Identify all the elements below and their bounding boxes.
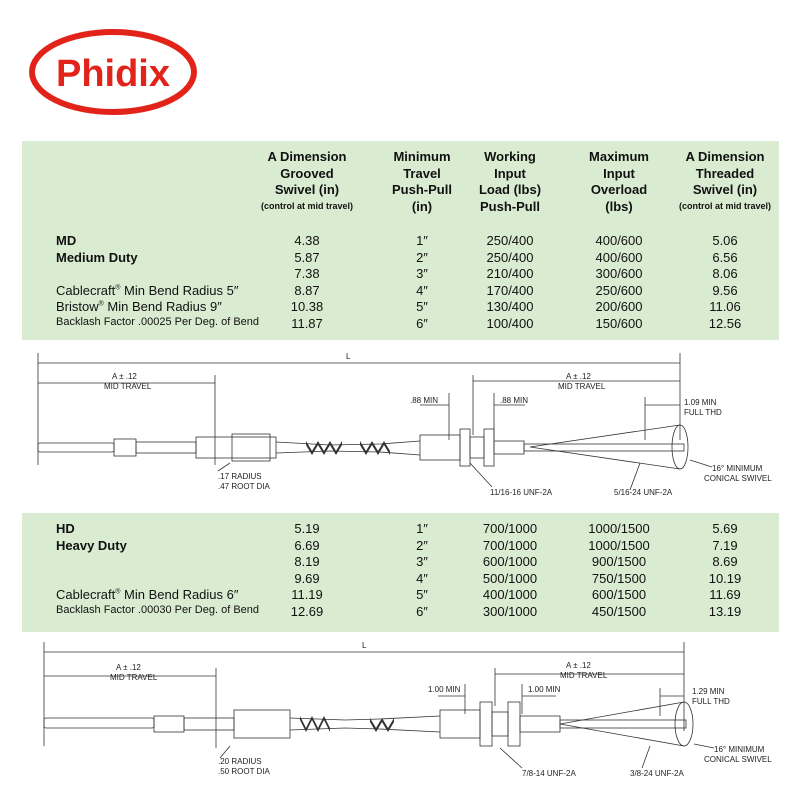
hd-table-cell: 11.19 [291, 587, 323, 602]
md-table-cell: 300/600 [595, 266, 643, 281]
hd-table-cell: 1″ [416, 521, 428, 536]
md-table-cell: 6″ [416, 315, 428, 331]
hd-table-cell: 7.19 [712, 537, 738, 553]
md-table-cell: 11.06 [709, 299, 741, 314]
md-thread-2: 5/16-24 UNF-2A [614, 488, 673, 497]
md-table-cell: 170/400 [486, 282, 534, 298]
md-root-dia: .47 ROOT DIA [218, 482, 270, 491]
hd-min-right: 1.00 MIN [528, 685, 561, 694]
hd-table-cell: 700/1000 [482, 537, 538, 553]
hd-a-right: A ± .12 [566, 661, 591, 670]
md-table-cell: 400/600 [595, 249, 643, 265]
md-thread-1: 11/16-16 UNF-2A [490, 488, 553, 497]
md-a-left: A ± .12 [112, 372, 137, 381]
hd-radius: .20 RADIUS [218, 757, 262, 766]
hd-table-cell: 9.69 [294, 570, 320, 586]
hd-min-left: 1.00 MIN [428, 685, 461, 694]
hd-table-cell: 4″ [416, 570, 428, 586]
hd-table-cell: 400/1000 [482, 587, 538, 602]
md-mid-right: MID TRAVEL [558, 382, 606, 391]
hd-table-cell: 10.19 [708, 570, 742, 586]
hd-spec-table [22, 513, 779, 632]
md-row-label: Cablecraft® Min Bend Radius 5″ [56, 282, 239, 298]
registered-mark: ® [115, 588, 121, 596]
hd-table-cell: 750/1500 [591, 570, 647, 586]
hd-table-cell: 2″ [416, 537, 428, 553]
md-table-cell: 8.06 [712, 266, 738, 281]
registered-mark: ® [98, 300, 104, 308]
hd-thread-1: 7/8-14 UNF-2A [522, 769, 576, 778]
md-table-cell: 400/600 [595, 233, 643, 248]
hd-table-cell: 450/1500 [591, 603, 647, 619]
hd-table-cell: 600/1000 [482, 554, 538, 569]
md-table-cell: 9.56 [712, 282, 738, 298]
md-table-cell: 100/400 [486, 315, 534, 331]
hd-thd-full: FULL THD [692, 697, 730, 706]
hd-thd-length: 1.29 MIN [692, 687, 725, 696]
md-table-cell: 250/600 [595, 282, 643, 298]
md-row-label: MD [56, 233, 77, 248]
md-table-cell: 7.38 [294, 266, 320, 281]
hd-row-label: Cablecraft® Min Bend Radius 6″ [56, 587, 239, 602]
hd-table-cell: 300/1000 [482, 603, 538, 619]
md-table-cell: 5″ [416, 299, 428, 314]
md-table-cell: 11.87 [291, 315, 323, 331]
md-table-cell: 10.38 [290, 299, 324, 314]
md-table-cell: 5.06 [712, 233, 738, 248]
md-table-cell: 250/400 [486, 249, 534, 265]
hd-length-label: L [362, 641, 367, 650]
md-table-cell: 2″ [416, 249, 428, 265]
hd-swivel-1: 16° MINIMUM [714, 745, 765, 754]
hd-table-cell: 5.19 [294, 521, 320, 536]
hd-row-label: HD [56, 521, 75, 536]
md-radius: .17 RADIUS [218, 472, 262, 481]
hd-table-cell: 1000/1500 [588, 537, 650, 553]
md-row-label: Bristow® Min Bend Radius 9″ [56, 299, 222, 314]
hd-table-cell: 6.69 [294, 537, 320, 553]
phidix-logo [28, 28, 198, 116]
hd-swivel-2: CONICAL SWIVEL [704, 755, 772, 764]
md-table-cell: 1″ [416, 233, 428, 248]
hd-table-cell: 8.19 [294, 554, 320, 569]
hd-table-cell: 8.69 [712, 554, 738, 569]
hd-table-cell: 3″ [416, 554, 428, 569]
md-table-cell: 4″ [416, 282, 428, 298]
md-swivel-1: 16° MINIMUM [712, 464, 763, 473]
md-table-cell: 6.56 [712, 249, 738, 265]
hd-table-cell: 12.69 [290, 603, 324, 619]
md-table-cell: 5.87 [294, 249, 320, 265]
hd-table-cell: 700/1000 [482, 521, 538, 536]
hd-table-cell: 5″ [416, 587, 428, 602]
header-working-load: Working Input Load (lbs) Push-Pull [478, 149, 542, 214]
md-table-cell: 4.38 [294, 233, 320, 248]
hd-table-cell: 13.19 [708, 603, 742, 619]
registered-mark: ® [115, 284, 121, 292]
header-a-grooved: A Dimension Grooved Swivel (in) (control at mid travel) [260, 149, 353, 211]
header-min-travel: Minimum Travel Push-Pull (in) [392, 149, 452, 214]
md-spec-table [22, 141, 779, 340]
hd-row-label: Heavy Duty [56, 537, 127, 553]
md-table-cell: 200/600 [595, 299, 643, 314]
hd-table-cell: 500/1000 [482, 570, 538, 586]
md-table-cell: 150/600 [595, 315, 643, 331]
md-table-cell: 8.87 [294, 282, 320, 298]
hd-row-label: Backlash Factor .00030 Per Deg. of Bend [56, 603, 260, 616]
hd-mid-right: MID TRAVEL [560, 671, 608, 680]
md-length-label: L [346, 352, 351, 361]
header-max-overload: Maximum Input Overload (lbs) [589, 149, 649, 214]
md-table-cell: 210/400 [486, 266, 534, 281]
md-thd-full: FULL THD [684, 408, 722, 417]
md-a-right: A ± .12 [566, 372, 591, 381]
hd-mid-left: MID TRAVEL [110, 673, 158, 682]
md-row-label: Medium Duty [56, 249, 138, 265]
brand-name: Phidix [55, 53, 171, 95]
hd-table-cell: 600/1500 [591, 587, 647, 602]
hd-table-cell: 5.69 [712, 521, 738, 536]
hd-table-cell: 6″ [416, 603, 428, 619]
header-a-threaded: A Dimension Threaded Swivel (in) (control at mid travel) [678, 149, 771, 211]
md-table-cell: 12.56 [708, 315, 742, 331]
md-table-cell: 3″ [416, 266, 428, 281]
md-cable-drawing [0, 345, 800, 513]
hd-table-cell: 900/1500 [591, 554, 647, 569]
md-table-cell: 250/400 [486, 233, 534, 248]
hd-table-cell: 1000/1500 [588, 521, 650, 536]
hd-cable-drawing [0, 636, 800, 800]
hd-table-cell: 11.69 [709, 587, 741, 602]
md-swivel-2: CONICAL SWIVEL [704, 474, 772, 483]
md-min-left: .88 MIN [410, 396, 439, 405]
hd-thread-2: 3/8-24 UNF-2A [630, 769, 684, 778]
md-row-label: Backlash Factor .00025 Per Deg. of Bend [56, 315, 260, 328]
md-min-right: .88 MIN [500, 396, 529, 405]
hd-a-left: A ± .12 [116, 663, 141, 672]
hd-root-dia: .50 ROOT DIA [218, 767, 270, 776]
md-thd-length: 1.09 MIN [684, 398, 717, 407]
md-mid-left: MID TRAVEL [104, 382, 152, 391]
md-table-cell: 130/400 [486, 299, 534, 314]
